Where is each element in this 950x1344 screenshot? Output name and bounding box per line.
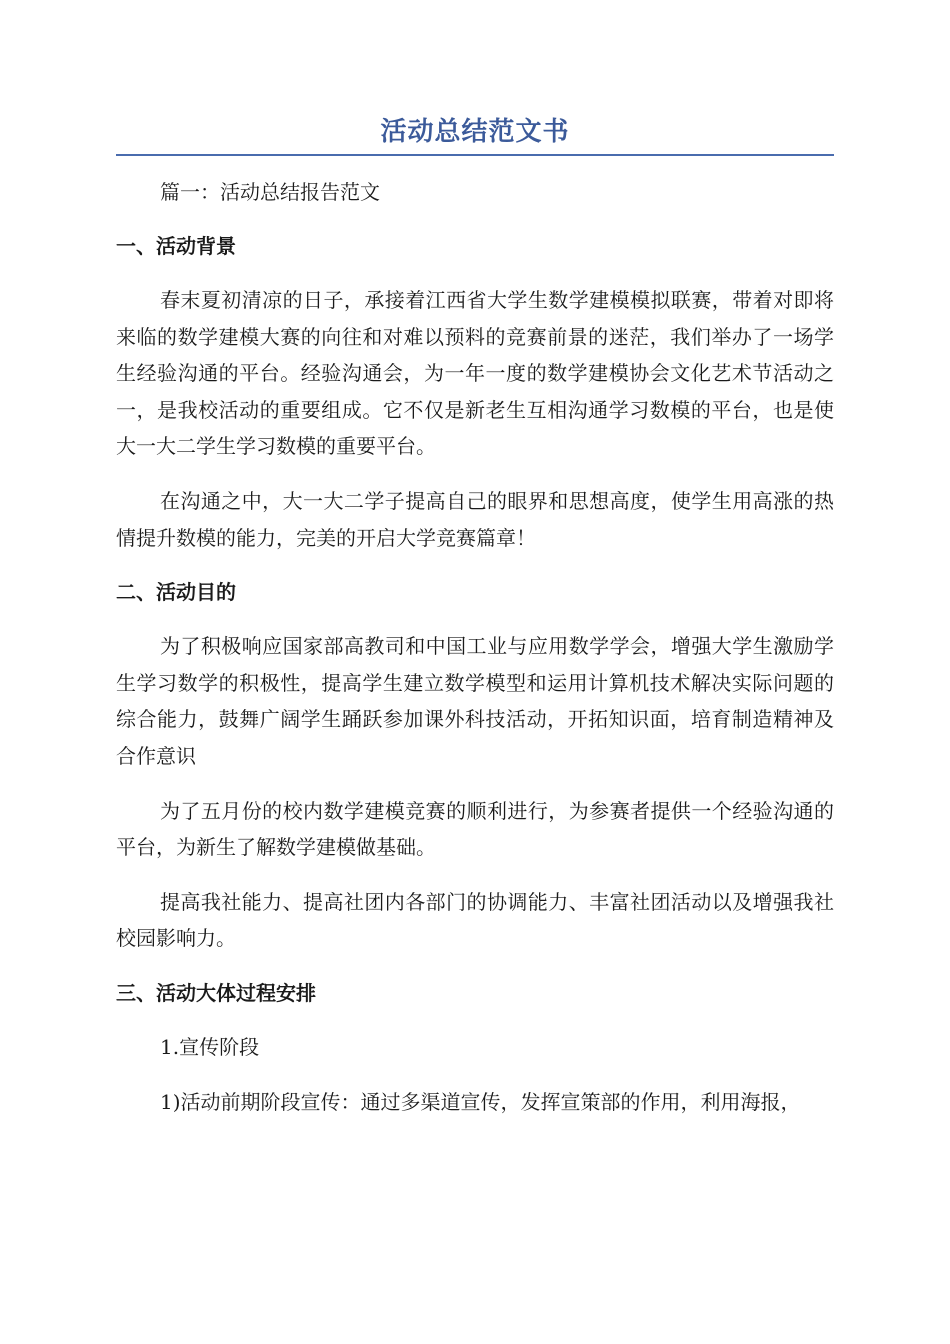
document-title: 活动总结范文书 xyxy=(380,117,570,147)
section-heading: 三、活动大体过程安排 xyxy=(116,980,316,1005)
title-underline xyxy=(116,154,834,156)
paragraph: 春末夏初清凉的日子，承接着江西省大学生数学建模模拟联赛，带着对即将来临的数学建模大赛的向往和对难以预料的竞赛前景的迷茫，我们举办了一场学生经验沟通的平台。经验沟通会，为一年一度的数学建模协会文化艺术节活动之一，是我校活动的重要组成。它不仅是新老生互相沟通学习数模的平台，也是使大一大二学生学习数模的重要平台。 xyxy=(116,288,834,459)
document-subtitle: 篇一：活动总结报告范文 xyxy=(160,180,380,204)
section-purpose xyxy=(116,574,834,957)
section-process xyxy=(116,975,834,1120)
section-heading: 一、活动背景 xyxy=(116,234,236,258)
paragraph: 为了五月份的校内数学建模竞赛的顺利进行，为参赛者提供一个经验沟通的平台，为新生了解数学建模做基础。 xyxy=(116,798,834,860)
paragraph: 为了积极响应国家部高教司和中国工业与应用数学学会，增强大学生激励学生学习数学的积极性，提高学生建立数学模型和运用计算机技术解决实际问题的综合能力，鼓舞广阔学生踊跃参加课外科技活动，开拓知识面，培育制造精神及合作意识 xyxy=(116,634,834,768)
paragraph: 提高我社能力、提高社团内各部门的协调能力、丰富社团活动以及增强我社校园影响力。 xyxy=(116,889,834,951)
paragraph: 在沟通之中，大一大二学子提高自己的眼界和思想高度，使学生用高涨的热情提升数模的能力，完美的开启大学竞赛篇章！ xyxy=(116,488,834,550)
paragraph: 1.宣传阶段 xyxy=(160,1034,260,1059)
document-page xyxy=(116,110,834,1138)
section-background xyxy=(116,228,834,556)
section-heading: 二、活动目的 xyxy=(116,580,236,605)
paragraph: 1)活动前期阶段宣传：通过多渠道宣传，发挥宣策部的作用，利用海报， xyxy=(160,1089,801,1114)
